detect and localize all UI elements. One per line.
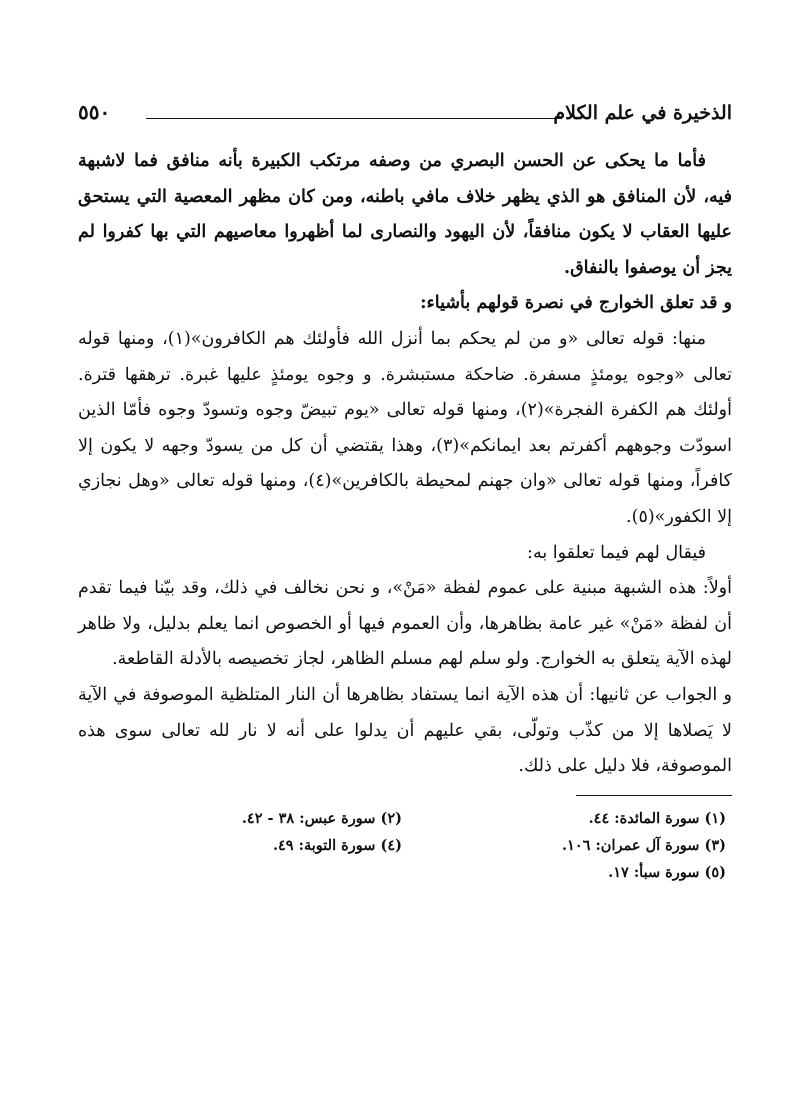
paragraph-verses: منها: قوله تعالى «و من لم يحكم بما أنزل الله فأولئك هم الكافرون»(١)، ومنها قوله تعالى «وجوه يومئذٍ مسفرة. ضاحكة مستبشرة. و وجوه يومئذٍ عليها غبرة. ترهقها قترة. أولئك هم الكفرة الفجرة»(٢)، ومنها قوله تعالى «يوم تبيضّ وجوه وتسودّ وجوه فأمّا الذين اسودّت وجوههم أكفرتم بعد ايمانكم»(٣)، وهذا يقتضي أن كل من يسودّ وجهه لا يكون إلا كافراً، ومنها قوله تعالى «وان جهنم لمحيطة بالكافرين»(٤)، ومنها قوله تعالى «وهل نجازي إلا الكفور»(٥).: [78, 328, 733, 527]
body-text: [78, 144, 732, 785]
footnote-rule: [576, 795, 732, 796]
footnote-1: (١) سورة المائدة: ٤٤.: [588, 809, 726, 827]
footnote-4: (٤) سورة التوبة: ٤٩.: [272, 836, 402, 854]
footnote-5: (٥) سورة سبأ: ١٧.: [608, 863, 726, 881]
paragraph-second-answer: و الجواب عن ثانيها: أن هذه الآية انما يستفاد بظاهرها أن النار المتلظية الموصوفة في الآية لا يَصلاها إلا من كذّب وتولّى، بقي عليهم أن يدلوا على أنه لا نار لله تعالى سوى هذه الموصوفة، فلا دليل على ذلك.: [78, 684, 732, 777]
paragraph-reply-intro: فيقال لهم فيما تعلقوا به:: [527, 542, 706, 563]
book-page: [78, 96, 732, 881]
header-rule: [146, 118, 562, 119]
page-number: ٥٥٠: [78, 100, 111, 124]
running-header: [78, 96, 732, 132]
footnote-2: (٢) سورة عبس: ٣٨ - ٤٢.: [241, 809, 402, 827]
footnotes: [78, 810, 732, 881]
paragraph-hasan-basri: فأما ما يحكى عن الحسن البصري من وصفه مرتكب الكبيرة بأنه منافق فما لاشبهة فيه، لأن المنافق هو الذي يظهر خلاف مافي باطنه، ومن كان مظهر المعصية التي يستحق عليها العقاب لا يكون منافقاً، لأن اليهود والنصارى لما أظهروا معاصيهم التي بها كفروا لم يجز أن يوصفوا بالنفاق.: [78, 151, 732, 278]
footnote-3: (٣) سورة آل عمران: ١٠٦.: [561, 836, 726, 854]
paragraph-khawarij-intro: و قد تعلق الخوارج في نصرة قولهم بأشياء:: [420, 293, 732, 314]
header-title: الذخيرة في علم الكلام: [553, 102, 732, 124]
paragraph-first-answer: أولاً: هذه الشبهة مبنية على عموم لفظة «مَنْ»، و نحن نخالف في ذلك، وقد بيّنا فيما تقدم أن لفظة «مَنْ» غير عامة بظاهرها، وأن العموم فيها أو الخصوص انما يعلم بدليل، ولا ظاهر لهذه الآية يتعلق به الخوارج. ولو سلم لهم مسلم الظاهر، لجاز تخصيصه بالأدلة القاطعة.: [78, 578, 732, 670]
